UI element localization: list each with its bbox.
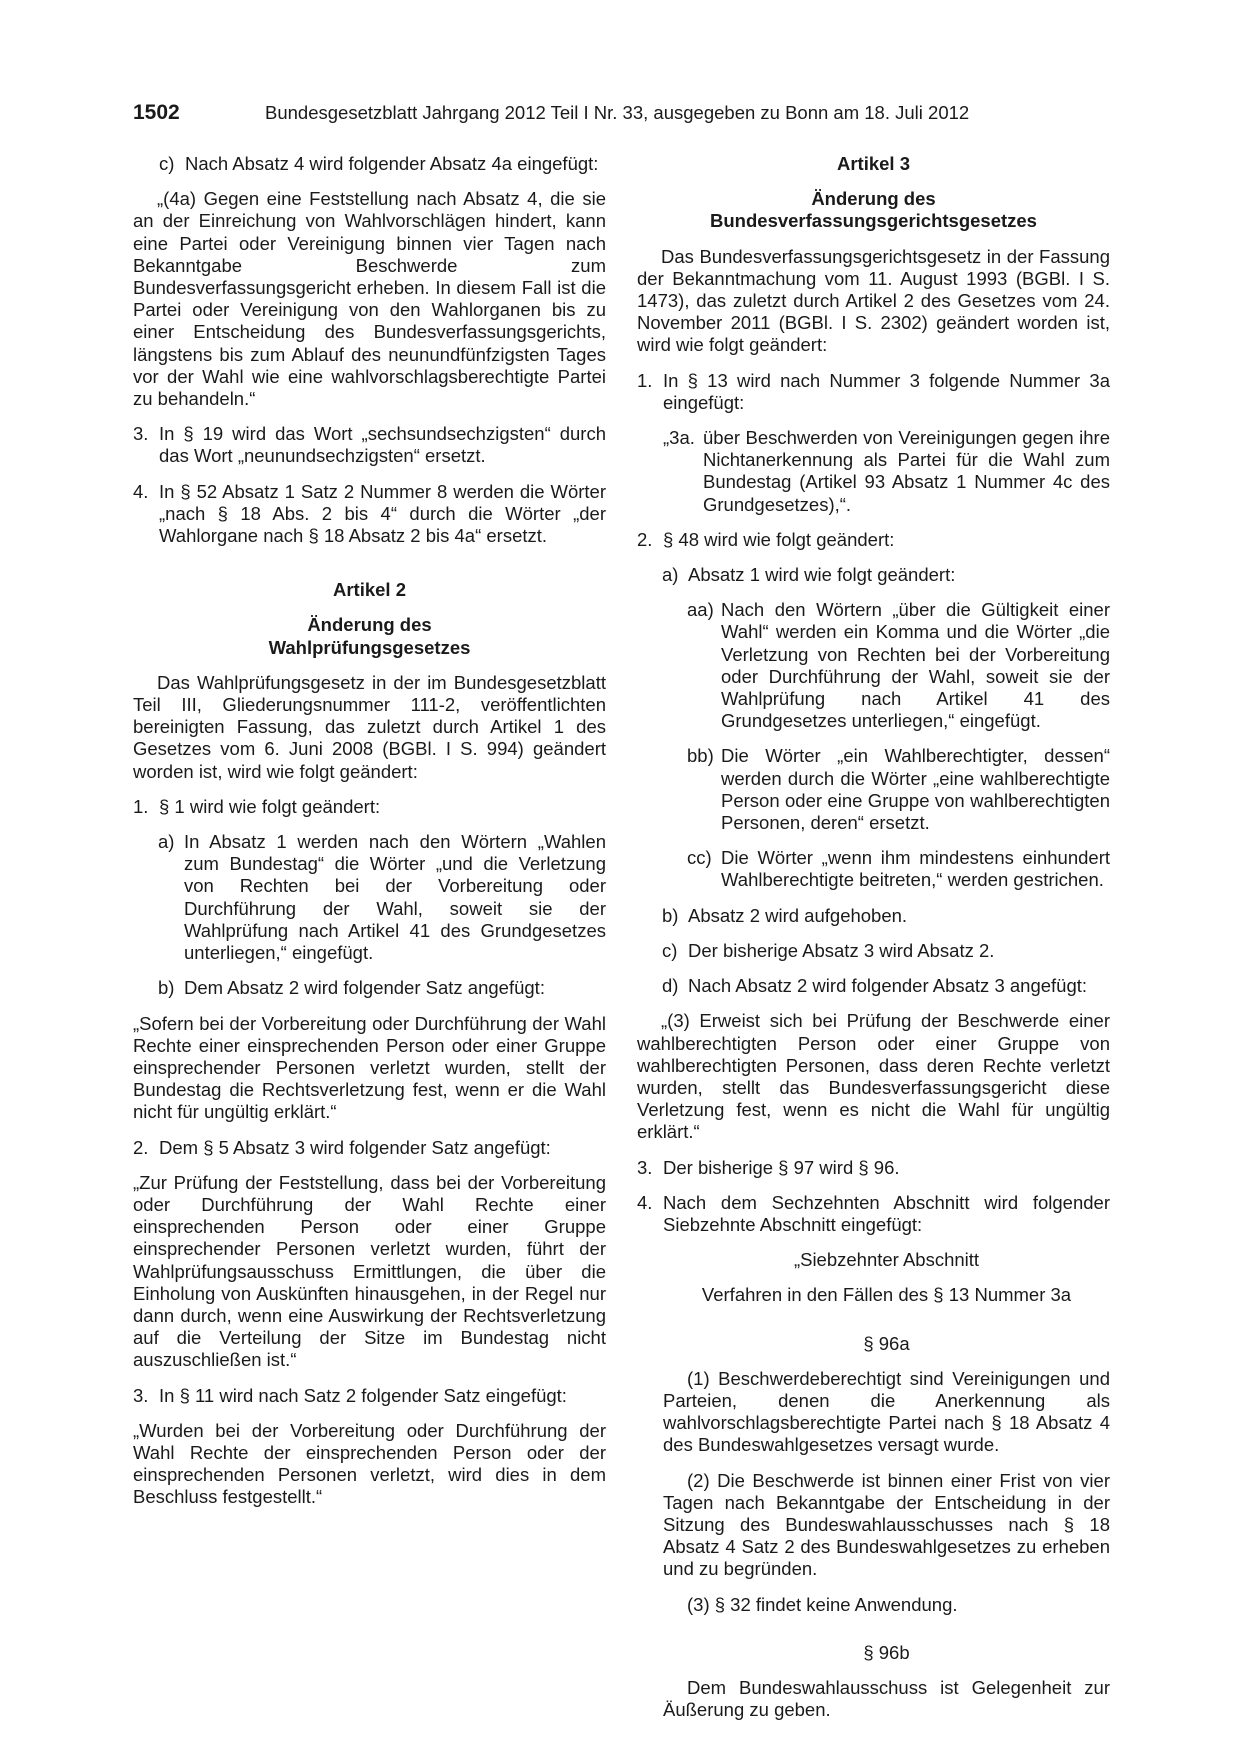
section-subheading: Verfahren in den Fällen des § 13 Nummer 3a [701,1284,1072,1306]
article-3-heading-line1: Änderung des [811,188,936,210]
art2-item-1a [158,831,606,964]
quote-number: „3a. [663,427,695,449]
item-text: In § 11 wird nach Satz 2 folgender Satz eingefügt: [159,1384,567,1406]
art3-item-2a-cc [687,847,1110,891]
item-text: Der bisherige Absatz 3 wird Absatz 2. [688,939,995,961]
article-3-heading-line2: Bundesverfassungsgerichtsgesetzes [710,210,1037,232]
item-number: 1. [637,369,653,391]
art2-item-1b [158,977,606,999]
item-text: § 1 wird wie folgt geändert: [159,795,381,817]
item-number: d) [662,975,679,997]
item-3 [133,423,606,467]
item-number: 2. [637,528,653,550]
quoted-sentence-1b: „Sofern bei der Vorbereitung oder Durchführung der Wahl Rechte einer einsprechenden Person oder einer Gruppe einsprechender Personen verletzt wurden, stellt der Bundestag die Rechtsverletzung fest, wenn er die Wahl nicht für ungültig erklärt.“ [133,1012,606,1123]
paragraph-96b-1: Dem Bundeswahlausschuss ist Gelegenheit zur Äußerung zu geben. [663,1676,1110,1721]
paragraph-96a-title: § 96a [863,1332,910,1354]
art3-item-2d [662,975,1110,997]
paragraph-96a-1: (1) Beschwerdeberechtigt sind Vereinigungen und Parteien, denen die Anerkennung als wahlvorschlagsberechtigte Partei nach § 18 Absatz 4 des Bundeswahlgesetzes versagt wurde. [663,1367,1110,1456]
left-column [133,153,606,1509]
paragraph-96a-3: (3) § 32 findet keine Anwendung. [687,1593,958,1615]
article-2-title: Artikel 2 [332,579,406,601]
quoted-sentence-3: „Wurden bei der Vorbereitung oder Durchführung der Wahl Rechte der einsprechenden Person oder der einsprechenden Personen verletzt, wird dies in dem Beschluss festgestellt.“ [133,1419,606,1508]
running-title: Bundesgesetzblatt Jahrgang 2012 Teil I Nr. 33, ausgegeben zu Bonn am 18. Juli 2012 [265,102,970,123]
item-text: Absatz 1 wird wie folgt geändert: [688,564,956,586]
item-text: Absatz 2 wird aufgehoben. [688,904,908,926]
item-text: In § 19 wird das Wort „sechsundsechzigsten“ durch das Wort „neunundsechzigsten“ ersetzt. [159,423,606,467]
item-text: Nach Absatz 2 wird folgender Absatz 3 angefügt: [688,975,1088,997]
item-text: Dem § 5 Absatz 3 wird folgender Satz angefügt: [159,1136,551,1158]
item-text: § 48 wird wie folgt geändert: [663,528,895,550]
art3-item-4 [637,1192,1110,1236]
right-column [637,153,1110,1721]
art3-item-2 [637,529,1110,551]
item-number: b) [662,904,679,926]
section-heading: „Siebzehnter Abschnitt [793,1249,980,1271]
page-header [133,101,1113,127]
item-4c [159,153,606,175]
art3-item-2a-bb [687,745,1110,834]
item-number: aa) [687,599,714,621]
item-number: 1. [133,795,149,817]
item-text: Der bisherige § 97 wird § 96. [663,1156,900,1178]
paragraph-96a-2: (2) Die Beschwerde ist binnen einer Frist von vier Tagen nach Bekanntgabe der Entscheidung in der Sitzung des Bundeswahlausschusses nach § 18 Absatz 4 Satz 2 des Bundeswahlgesetzes zu erheben und zu begründen. [663,1469,1110,1580]
article-3-intro: Das Bundesverfassungsgerichtsgesetz in der Fassung der Bekanntmachung vom 11. August 1993 (BGBl. I S. 1473), das zuletzt durch Artikel 2 des Gesetzes vom 24. November 2011 (BGBl. I S. 2302) geändert worden ist, wird wie folgt geändert: [637,245,1110,356]
item-number: a) [662,564,679,586]
item-number: 4. [133,480,149,502]
quoted-paragraph-4a: „(4a) Gegen eine Feststellung nach Absatz 4, die sie an der Einreichung von Wahlvorschlägen hindert, kann eine Partei oder Vereinigung binnen vier Tagen nach Bekanntgabe Beschwerde zum Bundesverfassungsgericht erheben. In diesem Fall ist die Partei oder Vereinigung von den Wahlorganen bis zu einer Entscheidung des Bundesverfassungsgerichts, längstens bis zum Ablauf des neunundfünfzigsten Tages vor der Wahl wie eine wahlvorschlagsberechtigte Partei zu behandeln.“ [133,188,606,410]
item-text: Nach den Wörtern „über die Gültigkeit einer Wahl“ werden ein Komma und die Wörter „die Verletzung von Rechten bei der Vorbereitung oder Durchführung der Wahl, soweit sie der Wahlprüfung nach Artikel 41 des Grundgesetzes unterliegen,“ eingefügt. [721,599,1110,732]
item-number: a) [158,831,175,853]
quote-text: über Beschwerden von Vereinigungen gegen ihre Nichtanerkennung als Partei für die Wahl zum Bundestag (Artikel 93 Absatz 1 Nummer 4c des Grundgesetzes),“. [703,427,1110,515]
article-3-title: Artikel 3 [836,153,910,174]
item-text: Nach Absatz 4 wird folgender Absatz 4a eingefügt: [185,153,599,174]
item-4 [133,481,606,548]
item-text: Die Wörter „wenn ihm mindestens einhundert Wahlberechtigte beitreten,“ werden gestrichen. [721,847,1110,891]
article-2-heading-line2: Wahlprüfungsgesetzes [268,636,471,658]
item-number: b) [158,977,175,999]
quoted-number-3a [663,427,1110,516]
item-number: 3. [637,1156,653,1178]
item-text: Dem Absatz 2 wird folgender Satz angefügt: [184,977,545,999]
art3-item-2b [662,905,1110,927]
art2-item-1 [133,796,606,818]
item-text: In § 13 wird nach Nummer 3 folgende Nummer 3a eingefügt: [663,369,1110,413]
article-2-intro: Das Wahlprüfungsgesetz in der im Bundesgesetzblatt Teil III, Gliederungsnummer 111-2, veröffentlichten bereinigten Fassung, das zuletzt durch Artikel 1 des Gesetzes vom 6. Juni 2008 (BGBl. I S. 994) geändert worden ist, wird wie folgt geändert: [133,671,606,782]
item-number: 3. [133,1384,149,1406]
art3-item-1 [637,370,1110,414]
item-number: 3. [133,423,149,445]
item-text: In Absatz 1 werden nach den Wörtern „Wahlen zum Bundestag“ die Wörter „und die Verletzung von Rechten bei der Vorbereitung oder Durchführung der Wahl, soweit sie der Wahlprüfung nach Artikel 41 des Grundgesetzes unterliegen,“ eingefügt. [184,831,606,964]
paragraph-96b-title: § 96b [863,1641,910,1663]
art3-item-3 [637,1157,1110,1179]
quoted-paragraph-3: „(3) Erweist sich bei Prüfung der Beschwerde einer wahlberechtigten Person oder einer Gruppe von wahlberechtigten Personen, dass deren Rechte verletzt wurden, stellt das Bundesverfassungsgericht diese Verletzung fest, wenn es nicht die Wahl für ungültig erklärt.“ [637,1010,1110,1143]
page-number: 1502 [133,101,180,124]
item-number: c) [159,153,175,174]
item-number: 4. [637,1191,653,1213]
art2-item-2 [133,1137,606,1159]
item-number: 2. [133,1136,149,1158]
art3-item-2a [662,564,1110,586]
item-text: Nach dem Sechzehnten Abschnitt wird folgender Siebzehnte Abschnitt eingefügt: [663,1191,1110,1235]
art3-item-2a-aa [687,599,1110,732]
article-2-heading-line1: Änderung des [307,614,432,636]
item-number: cc) [687,847,712,869]
item-text: In § 52 Absatz 1 Satz 2 Nummer 8 werden die Wörter „nach § 18 Abs. 2 bis 4“ durch die Wörter „der Wahlorgane nach § 18 Absatz 2 bis 4a“ ersetzt. [159,480,606,547]
art3-item-2c [662,940,1110,962]
item-number: c) [662,939,678,961]
art2-item-3 [133,1385,606,1407]
item-text: Die Wörter „ein Wahlberechtigter, dessen“ werden durch die Wörter „eine wahlberechtigte Person oder eine Gruppe von wahlberechtigten Personen, deren“ ersetzt. [721,745,1110,834]
item-number: bb) [687,745,714,767]
quoted-sentence-2: „Zur Prüfung der Feststellung, dass bei der Vorbereitung oder Durchführung der Wahl Rechte einer einsprechenden Person oder einer Gruppe einsprechender Personen verletzt wurden, führt der Wahlprüfungsausschuss Ermittlungen, die über die Einholung von Auskünften hinausgehen, in der Regel nur dann durch, wenn eine Auswirkung der Rechtsverletzung auf die Verteilung der Sitze im Bundestag nicht auszuschließen ist.“ [133,1171,606,1371]
